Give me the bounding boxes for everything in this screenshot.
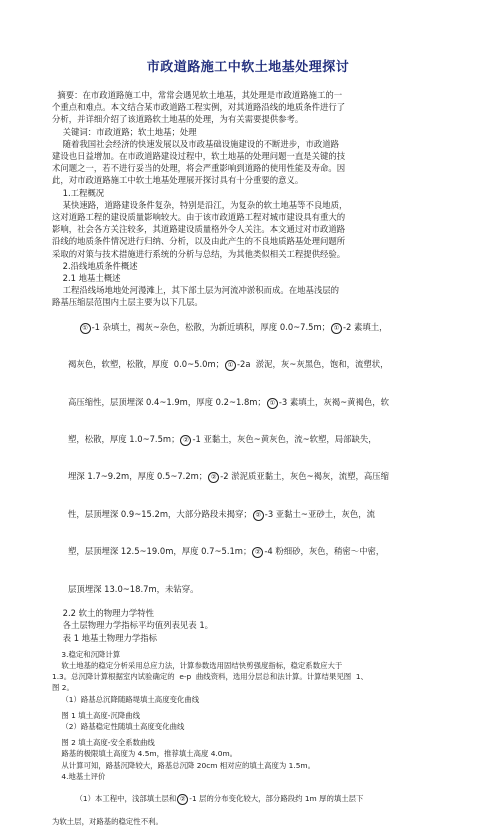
section-heading: 1.工程概况	[52, 187, 105, 198]
paragraph-line: 某快速路，道路建设条件复杂，特别是沿江，为复杂的软土地基等不良地质，	[52, 199, 348, 210]
layer-line: ① -1 杂填土，褐灰~杂色，松散，为新近填积，厚度 0.0~7.5m； ① -2 素填土，	[52, 309, 444, 346]
abstract-section	[52, 89, 444, 138]
result-line: 路基的极限填土高度为 4.5m，推荐填土高度 4.0m。	[52, 749, 238, 759]
abstract-line: 分析，并详细介绍了该道路软土地基的处理，为有关需要提供参考。	[52, 114, 304, 125]
intro-line: 建设也日益增加。在市政道路建设过程中，软土地基的处理问题一直是关键的技	[52, 151, 346, 162]
section-geology	[52, 260, 444, 644]
figure-caption: 图 1 填土高度-沉降曲线	[52, 710, 140, 720]
table-caption: 表 1 地基土物理力学指标	[52, 632, 158, 643]
circled-number: ②	[252, 547, 263, 558]
circled-number: ②	[208, 472, 219, 483]
section-heading: 2.沿线地质条件概述	[52, 260, 138, 271]
layer-line: 高压缩性，层顶埋深 0.4~1.9m，厚度 0.2~1.8m； ① -3 素填土，灰褐~黄褐色，软	[67, 396, 389, 407]
layer-line: 埋深 1.7~9.2m，厚度 0.5~7.2m； ② -2 淤泥质亚黏土，灰色~褐灰，流塑，高压缩	[67, 471, 389, 482]
layer-line: 塑，层顶埋深 12.5~19.0m，厚度 0.7~5.1m； ② -4 粉细砂，灰色，稍密～中密，	[67, 546, 385, 557]
subsection-heading: 2.1 地基土概述	[52, 273, 121, 284]
paragraph-line: 路基压缩层范围内土层主要为以下几层。	[52, 297, 203, 308]
section-heading: 3.稳定和沉降计算	[52, 649, 121, 659]
document-title: 市政道路施工中软土地基处理探讨	[146, 60, 350, 75]
circled-number: ②	[177, 794, 188, 805]
circled-number: ①	[331, 323, 342, 334]
paragraph-line: 沿线的地质条件情况进行归纳、分析，以及由此产生的不良地质路基处理问题所	[52, 236, 346, 247]
figure-subtitle: （1）路基总沉降随路堤填土高度变化曲线	[52, 694, 200, 704]
paragraph-line: 为软土层，对路基的稳定性不利。	[52, 817, 163, 827]
layer-line: 性，层顶埋深 0.9~15.2m，大部分路段未揭穿； ② -3 亚黏土~亚砂土，灰色，流	[67, 508, 375, 519]
keywords-line: 关键词：市政道路；软土地基；处理	[52, 126, 197, 137]
circled-number: ①	[80, 323, 91, 334]
paragraph-line: 图 2。	[52, 683, 74, 693]
paragraph-line: 工程沿线场地地处河漫滩上，其下部土层为河流冲淤积而成。在地基浅层的	[52, 285, 340, 296]
paragraph-line: 这对道路工程的建设质量影响较大。由于该市政道路工程对城市建设具有重大的	[52, 212, 346, 223]
intro-line: 随着我国社会经济的快速发展以及市政基础设施建设的不断进步，市政道路	[52, 138, 340, 149]
circled-number: ①	[225, 360, 236, 371]
intro-line: 此，对市政道路施工中软土地基处理展开探讨具有十分重要的意义。	[52, 175, 304, 186]
paragraph-line: 影响，社会各方关注较多，其道路建设质量格外令人关注。本文通过对市政道路	[52, 224, 346, 235]
paragraph-line: 采取的对策与技术措施进行系统的分析与总结，为其他类似相关工程提供经验。	[52, 248, 346, 259]
circled-number: ①	[267, 398, 278, 409]
section-calculation	[52, 649, 444, 771]
abstract-line: 个重点和难点。本文结合某市政道路工程实例，对其道路沿线的地质条件进行了	[52, 102, 346, 113]
intro-line: 术问题之一，若不进行妥当的处理，将会严重影响到道路的使用性能及寿命。因	[52, 163, 346, 174]
paragraph-line: （1）本工程中，浅部填土层和 ② -1 层的分布变化较大，部分路段约 1m 厚的填土层下	[66, 794, 364, 804]
paragraph-line: 1.3。总沉降计算根据室内试验确定的 e-p 曲线资料，选用分层总和法计算。计算结果见图 1、	[52, 672, 368, 682]
section-project-overview	[52, 187, 444, 260]
subsection-heading: 2.2 软土的物理力学特性	[52, 608, 155, 619]
circled-number: ②	[180, 435, 191, 446]
circled-number: ②	[253, 510, 264, 521]
layer-line: 层顶埋深 13.0~18.7m，未钻穿。	[67, 583, 199, 594]
paragraph-line: 软土地基的稳定分析采用总应力法，计算参数选用固结快剪强度指标，稳定系数应大于	[52, 660, 343, 670]
figure-subtitle: （2）路基稳定性随填土高度变化曲线	[52, 721, 185, 731]
section-heading: 4.地基土评价	[52, 771, 106, 781]
abstract-line: 摘要：在市政道路施工中，常常会遇见软土地基，其处理是市政道路施工的一	[52, 90, 343, 100]
figure-caption: 图 2 填土高度-安全系数曲线	[52, 738, 155, 748]
intro-section	[52, 138, 444, 187]
paragraph-line: 各土层物理力学指标平均值列表见表 1。	[52, 620, 214, 631]
layer-line: 褐灰色，软塑，松散，厚度 0.0~5.0m； ① -2a 淤泥，灰~灰黑色，饱和，流塑状，	[67, 359, 389, 370]
result-line: 从计算可知，路基沉降较大，路基总沉降 20cm 相对应的填土高度为 1.5m。	[52, 760, 316, 770]
layer-line: 塑，松散，厚度 1.0~7.5m； ② -1 亚黏土，灰色~黄灰色，流~软塑，局部缺失，	[67, 434, 377, 445]
section-evaluation	[52, 771, 444, 828]
